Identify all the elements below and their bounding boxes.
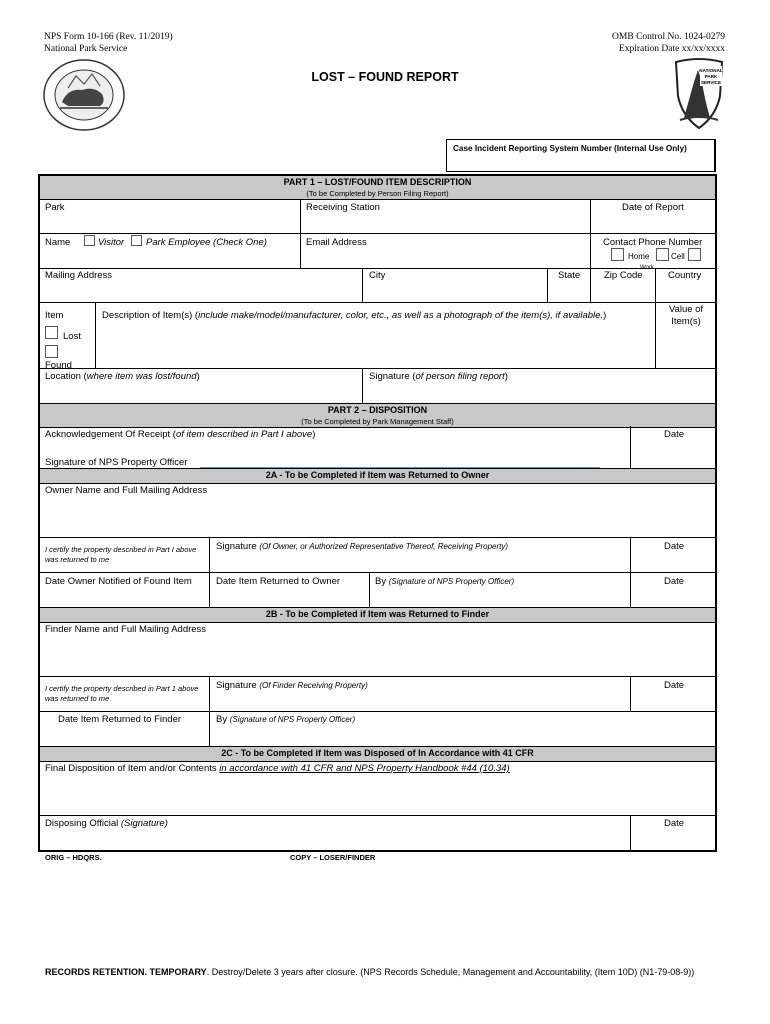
found-label: Found (45, 360, 72, 368)
svg-text:NATIONAL: NATIONAL (699, 68, 723, 73)
disposing-official-instructions: (Signature) (120, 818, 168, 829)
final-disposition-prefix: Final Disposition of Item and/or Contents (45, 763, 220, 774)
location-suffix: ) (196, 371, 200, 382)
date-of-report-field[interactable]: Date of Report (622, 202, 684, 213)
case-number-label: Case Incident Reporting System Number (Internal Use Only) (453, 144, 687, 153)
agency-name: National Park Service (44, 44, 128, 54)
owner-officer-date-field[interactable]: Date (664, 576, 685, 587)
copy-routing: COPY – LOSER/FINDER (290, 853, 376, 862)
case-number-box[interactable] (446, 139, 716, 172)
description-instructions: include make/model/manufacturer, color, etc., as well as a photograph of the item(s), if available. (198, 310, 604, 321)
owner-by-officer-field[interactable] (375, 576, 514, 587)
value-of-items-field[interactable]: Value of Item(s) (668, 304, 704, 327)
description-suffix: ) (603, 310, 607, 321)
cell-phone-checkbox[interactable] (656, 248, 669, 261)
description-field[interactable] (102, 310, 606, 321)
filer-signature-field[interactable] (369, 371, 508, 382)
visitor-checkbox[interactable] (84, 235, 95, 246)
orig-routing: ORIG – HDQRS. (45, 853, 102, 862)
location-field[interactable] (45, 371, 200, 382)
part2-title: PART 2 – DISPOSITION (327, 405, 428, 415)
filer-signature-suffix: ) (504, 371, 508, 382)
retention-heading: RECORDS RETENTION. TEMPORARY (45, 967, 207, 977)
date-returned-owner-field[interactable]: Date Item Returned to Owner (216, 576, 341, 587)
country-field[interactable]: Country (668, 270, 702, 281)
state-field[interactable]: State (558, 270, 581, 281)
city-field[interactable]: City (369, 270, 386, 281)
receiving-station-field[interactable]: Receiving Station (306, 202, 380, 213)
disposing-official-field[interactable] (45, 818, 168, 829)
finder-signature-date-field[interactable]: Date (664, 680, 685, 691)
location-prefix: Location ( (45, 371, 87, 382)
cell-label: Cell (671, 252, 685, 261)
home-label: Home (628, 252, 650, 261)
records-retention-note (45, 966, 725, 978)
part2-subtitle: (To be Completed by Park Management Staff) (301, 417, 454, 426)
part1-title: PART 1 – LOST/FOUND ITEM DESCRIPTION (283, 177, 472, 187)
form-number: NPS Form 10-166 (Rev. 11/2019) (44, 32, 173, 42)
visitor-label: Visitor (98, 237, 125, 248)
park-field[interactable]: Park (45, 202, 65, 213)
acknowledgement-instructions: of item described in Part I above (175, 429, 313, 440)
filer-signature-instructions: of person filing report (415, 371, 505, 382)
work-label: Work (640, 265, 654, 268)
owner-signature-field[interactable] (216, 541, 508, 552)
omb-control: OMB Control No. 1024-0279 (612, 32, 725, 42)
mailing-address-field[interactable]: Mailing Address (45, 270, 113, 281)
park-employee-label: Park Employee (Check One) (146, 237, 267, 248)
property-officer-signature-field[interactable]: Signature of NPS Property Officer (45, 457, 188, 468)
nps-arrowhead-icon (670, 56, 728, 130)
acknowledgement-suffix: ) (312, 429, 316, 440)
final-disposition-field[interactable] (45, 763, 510, 774)
finder-certify-text: I certify the property described in Part 1 above was returned to me (45, 684, 199, 703)
owner-signature-instructions: (Of Owner, or Authorized Representative Thereof, Receiving Property) (259, 542, 509, 551)
expiration-date: Expiration Date xx/xx/xxxx (618, 44, 725, 54)
park-employee-checkbox[interactable] (131, 235, 142, 246)
owner-by-prefix: By (375, 576, 389, 587)
finder-signature-prefix: Signature (216, 680, 260, 691)
finder-signature-instructions: (Of Finder Receiving Property) (259, 681, 368, 690)
section-2c-title: 2C - To be Completed if Item was Disposed of In Accordance with 41 CFR (221, 748, 534, 758)
finder-by-instructions: (Signature of NPS Property Officer) (229, 715, 356, 724)
disposing-date-field[interactable]: Date (664, 818, 685, 829)
contact-phone-label: Contact Phone Number (603, 237, 703, 248)
lost-label: Lost (63, 331, 81, 342)
owner-signature-date-field[interactable]: Date (664, 541, 685, 552)
finder-name-address-field[interactable]: Finder Name and Full Mailing Address (45, 624, 207, 635)
section-2b-title: 2B - To be Completed if Item was Returned to Finder (265, 609, 490, 619)
svg-text:PARK: PARK (704, 74, 718, 79)
owner-name-address-field[interactable]: Owner Name and Full Mailing Address (45, 485, 208, 496)
home-phone-checkbox[interactable] (611, 248, 624, 261)
description-prefix: Description of Item(s) ( (102, 310, 199, 321)
found-checkbox[interactable] (45, 345, 58, 358)
part1-subtitle: (To be Completed by Person Filing Report) (306, 189, 449, 198)
zip-code-field[interactable]: Zip Code (604, 270, 643, 281)
acknowledgement-date-field[interactable]: Date (664, 429, 685, 440)
disposing-official-prefix: Disposing Official (45, 818, 121, 829)
finder-by-officer-field[interactable] (216, 714, 355, 725)
svg-text:SERVICE: SERVICE (700, 80, 722, 85)
section-2a-title: 2A - To be Completed if Item was Returned to Owner (265, 470, 490, 480)
acknowledgement-field[interactable] (45, 429, 315, 440)
owner-signature-prefix: Signature (216, 541, 260, 552)
owner-certify-text: I certify the property described in Part I above was returned to me (45, 545, 197, 564)
name-label: Name (45, 237, 71, 248)
email-field[interactable]: Email Address (306, 237, 367, 248)
owner-by-instructions: (Signature of NPS Property Officer) (388, 577, 515, 586)
finder-by-prefix: By (216, 714, 230, 725)
acknowledgement-prefix: Acknowledgement Of Receipt ( (45, 429, 176, 440)
cfr-handbook-reference-link[interactable]: in accordance with 41 CFR and NPS Property Handbook #44 (10.34) (219, 763, 510, 774)
finder-signature-field[interactable] (216, 680, 368, 691)
filer-signature-prefix: Signature ( (369, 371, 416, 382)
page-title: LOST – FOUND REPORT (311, 70, 459, 84)
location-instructions: where item was lost/found (86, 371, 197, 382)
date-returned-finder-field[interactable]: Date Item Returned to Finder (58, 714, 182, 725)
date-owner-notified-field[interactable]: Date Owner Notified of Found Item (45, 576, 192, 587)
retention-text: . Destroy/Delete 3 years after closure. (NPS Records Schedule, Management and Accountability, (Item 10D) (N1-79-08-9)) (206, 967, 695, 977)
form-header-left (44, 31, 173, 55)
item-label: Item (45, 310, 64, 321)
work-phone-checkbox[interactable] (688, 248, 701, 261)
lost-checkbox[interactable] (45, 326, 58, 339)
form-header-right (612, 31, 725, 55)
